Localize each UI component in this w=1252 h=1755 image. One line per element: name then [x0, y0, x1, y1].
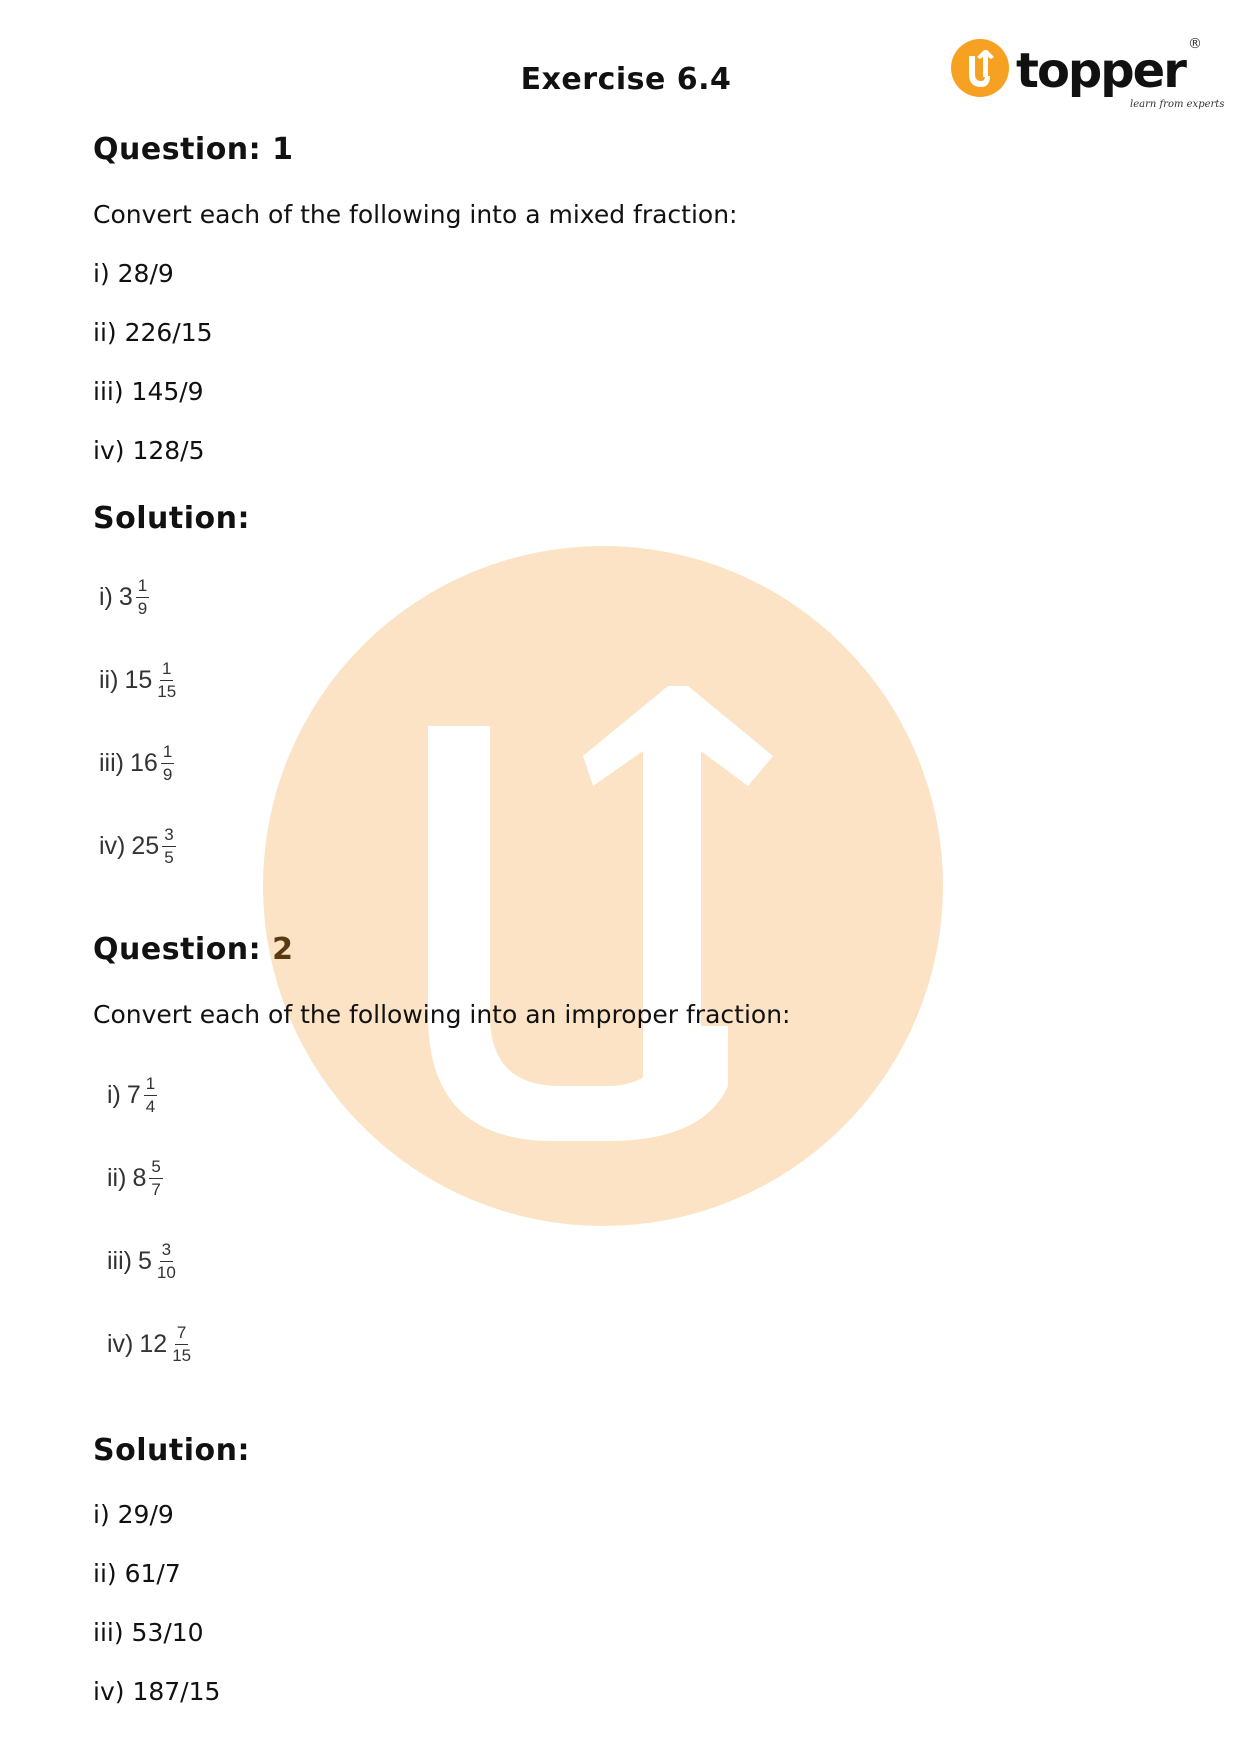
denominator: 9: [137, 599, 148, 618]
question-1-item: ii) 226/15: [93, 318, 213, 347]
denominator: 10: [156, 1263, 176, 1282]
registered-mark: ®: [1188, 36, 1202, 52]
item-label: iv): [99, 832, 126, 860]
numerator: 5: [149, 1158, 162, 1179]
mixed-fraction-question: [107, 1324, 193, 1365]
fraction: [170, 1324, 193, 1365]
question-1-heading: [93, 132, 293, 167]
brand-tagline: learn from experts: [1130, 99, 1225, 110]
item-label: i): [107, 1081, 121, 1109]
fraction: [144, 1075, 157, 1116]
solution-2-heading: Solution:: [93, 1433, 250, 1468]
whole-part: 15: [124, 666, 153, 694]
mixed-fraction-answer: [99, 743, 174, 784]
mixed-fraction-answer: [99, 577, 149, 618]
question-2-prompt: Convert each of the following into an improper fraction:: [93, 1000, 791, 1029]
denominator: 15: [157, 682, 177, 701]
fraction: [162, 826, 175, 867]
numerator: 1: [160, 660, 173, 681]
whole-part: 3: [118, 583, 133, 611]
whole-part: 25: [131, 832, 160, 860]
numerator: 3: [160, 1241, 173, 1262]
item-label: ii): [99, 666, 119, 694]
question-number: 1: [272, 132, 294, 167]
fraction: [161, 743, 174, 784]
item-label: iii): [99, 749, 124, 777]
fraction: [136, 577, 149, 618]
denominator: 9: [162, 765, 173, 784]
solution-2-item: i) 29/9: [93, 1500, 174, 1529]
topper-watermark-logo: [263, 546, 943, 1226]
whole-part: 8: [132, 1164, 147, 1192]
topper-wordmark: topper: [1016, 43, 1185, 99]
numerator: 3: [162, 826, 175, 847]
question-2-heading: [93, 932, 293, 967]
mixed-fraction-answer: [99, 660, 178, 701]
solution-1-heading: Solution:: [93, 501, 250, 536]
fraction: [155, 1241, 178, 1282]
fraction: [149, 1158, 162, 1199]
whole-part: 7: [126, 1081, 141, 1109]
numerator: 1: [161, 743, 174, 764]
mixed-fraction-question: [107, 1241, 178, 1282]
denominator: 5: [164, 848, 174, 867]
question-label: Question:: [93, 932, 262, 967]
whole-part: 16: [130, 749, 158, 777]
mixed-fraction-question: [107, 1158, 163, 1199]
item-label: iv): [107, 1330, 134, 1358]
item-label: i): [99, 583, 113, 611]
question-number: 2: [272, 932, 294, 967]
mixed-fraction-question: [107, 1075, 157, 1116]
numerator: 1: [136, 577, 149, 598]
mixed-fraction-answer: [99, 826, 176, 867]
denominator: 7: [151, 1180, 161, 1199]
question-1-item: i) 28/9: [93, 259, 174, 288]
question-label: Question:: [93, 132, 262, 167]
fraction: [155, 660, 178, 701]
whole-part: 12: [139, 1330, 168, 1358]
denominator: 4: [145, 1097, 156, 1116]
item-label: iii): [107, 1247, 132, 1275]
solution-2-item: iv) 187/15: [93, 1677, 221, 1706]
numerator: 1: [144, 1075, 157, 1096]
question-1-prompt: Convert each of the following into a mixed fraction:: [93, 200, 738, 229]
page-title: Exercise 6.4: [520, 62, 732, 97]
question-1-item: iv) 128/5: [93, 436, 205, 465]
whole-part: 5: [138, 1247, 152, 1275]
solution-2-item: ii) 61/7: [93, 1559, 181, 1588]
question-1-item: iii) 145/9: [93, 377, 204, 406]
numerator: 7: [175, 1324, 188, 1345]
solution-2-item: iii) 53/10: [93, 1618, 204, 1647]
denominator: 15: [172, 1346, 192, 1365]
item-label: ii): [107, 1164, 127, 1192]
